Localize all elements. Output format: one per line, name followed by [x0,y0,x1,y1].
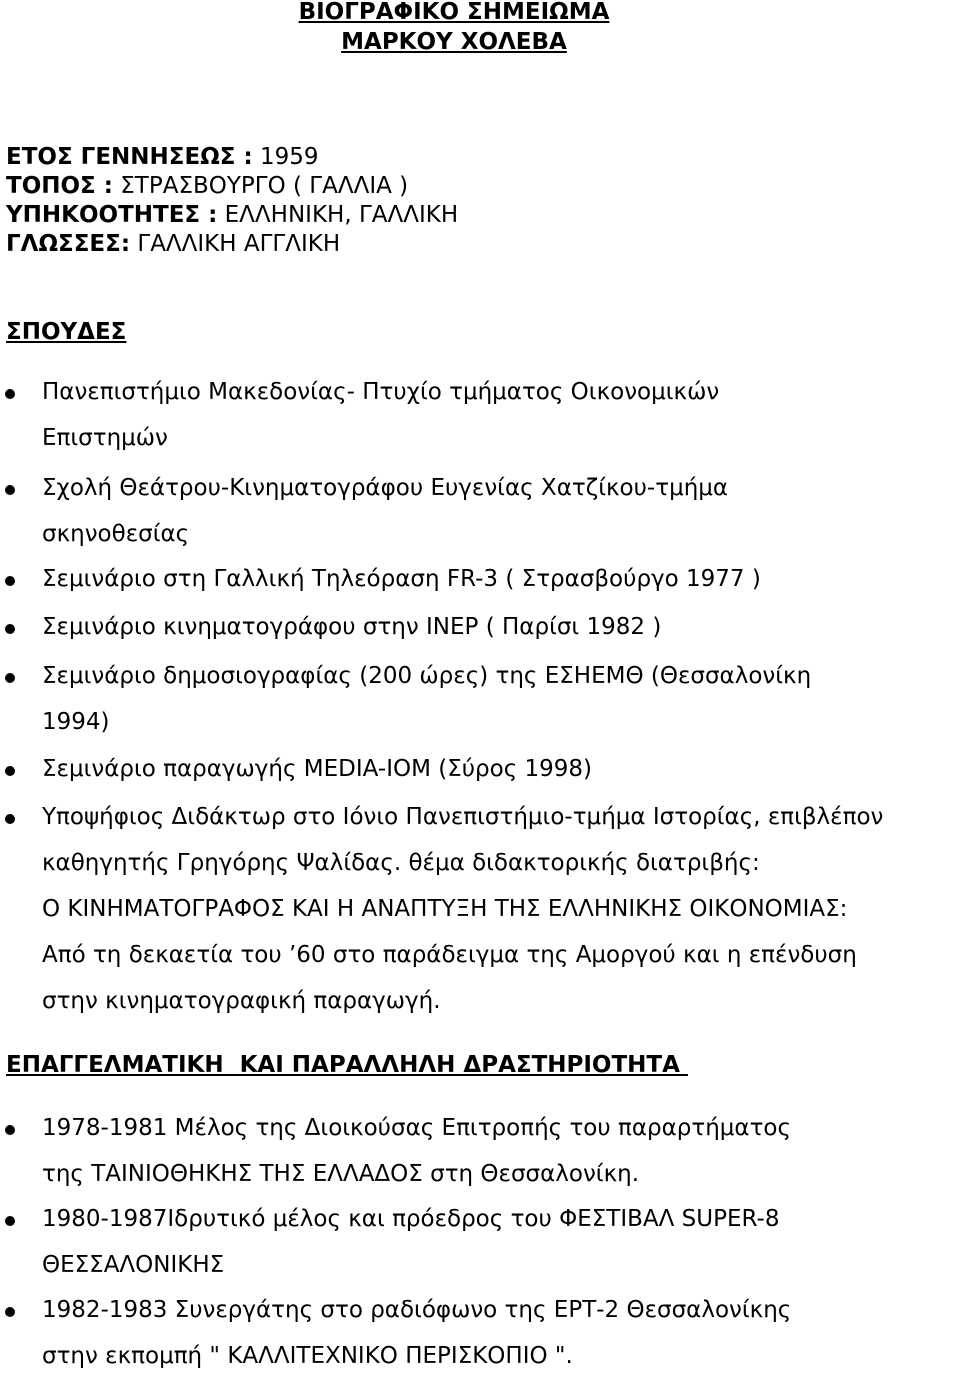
text-line: Σχολή Θεάτρου-Κινηματογράφου Ευγενίας Χατζίκου-τμήμα [42,475,729,501]
text-line: Σεμινάριο δημοσιογραφίας (200 ώρες) της ΕΣΗΕΜΘ (Θεσσαλονίκη [42,663,812,689]
info-value: ΕΛΛΗΝΙΚΗ, ΓΑΛΛΙΚΗ [217,202,459,228]
bullet-icon [5,814,15,824]
text-line: σκηνοθεσίας [42,521,190,547]
text-line: ΘΕΣΣΑΛΟΝΙΚΗΣ [42,1252,225,1278]
text-line: στην κινηματογραφική παραγωγή. [42,988,441,1014]
list-item-text [42,802,960,1032]
bullet-icon [5,1125,15,1135]
text-line: Σεμινάριο στη Γαλλική Τηλεόραση FR-3 ( Στρασβούργο 1977 ) [42,566,761,592]
bullet-icon [5,673,15,683]
list-item-text [42,1295,960,1387]
list-item-text [42,473,960,565]
bullet-icon [5,576,15,586]
bullet-icon [5,1307,15,1317]
text-line: Ο ΚΙΝΗΜΑΤΟΓΡΑΦΟΣ ΚΑΙ Η ΑΝΑΠΤΥΞΗ ΤΗΣ ΕΛΛΗΝΙΚΗΣ ΟΙΚΟΝΟΜΙΑΣ: [42,896,848,922]
info-label: ΥΠΗΚΟΟΤΗΤΕΣ : [6,202,218,228]
studies-heading: ΣΠΟΥΔΕΣ [6,319,127,345]
text-line: 1994) [42,709,110,735]
text-line: Από τη δεκαετία του ’60 στο παράδειγμα της Αμοργού και η επένδυση [42,942,857,968]
info-value: ΓΑΛΛΙΚΗ ΑΓΓΛΙΚΗ [130,231,341,257]
text-line: Επιστημών [42,425,168,451]
info-value: 1959 [252,144,319,170]
info-nationality [6,201,458,230]
text-line: 1982-1983 Συνεργάτης στο ραδιόφωνο της ΕΡΤ-2 Θεσσαλονίκης [42,1297,792,1323]
document-subtitle-name: ΜΑΡΚΟΥ ΧΟΛΕΒΑ [341,29,567,55]
text-line: 1978-1981 Μέλος της Διοικούσας Επιτροπής του παραρτήματος [42,1115,791,1141]
list-item-text [42,754,960,800]
text-line: Σεμινάριο παραγωγής MEDIA-IOM (Σύρος 1998) [42,756,593,782]
text-line: στην εκπομπή " ΚΑΛΛΙΤΕΧΝΙΚΟ ΠΕΡΙΣΚΟΠΙΟ ". [42,1343,573,1369]
info-languages [6,230,340,259]
info-label: ΓΛΩΣΣΕΣ: [6,231,131,257]
info-place [6,172,408,201]
bullet-icon [5,624,15,634]
list-item-text [42,661,960,753]
professional-heading: ΕΠΑΓΓΕΛΜΑΤΙΚΗ ΚΑΙ ΠΑΡΑΛΛΗΛΗ ΔΡΑΣΤΗΡΙΟΤΗΤΑ [6,1052,688,1078]
info-label: ΕΤΟΣ ΓΕΝΝΗΣΕΩΣ : [6,144,253,170]
document-title: ΒΙΟΓΡΑΦΙΚΟ ΣΗΜΕΙΩΜΑ [298,0,610,25]
text-line: καθηγητής Γρηγόρης Ψαλίδας. θέμα διδακτορικής διατριβής: [42,850,760,876]
text-line: της ΤΑΙΝΙΟΘΗΚΗΣ ΤΗΣ ΕΛΛΑΔΟΣ στη Θεσσαλονίκη. [42,1161,640,1187]
info-birth-year [6,143,319,172]
info-value: ΣΤΡΑΣΒΟΥΡΓΟ ( ΓΑΛΛΙΑ ) [112,173,409,199]
info-label: ΤΟΠΟΣ : [6,173,113,199]
text-line: 1980-1987Ιδρυτικό μέλος και πρόεδρος του ΦΕΣΤΙΒΑΛ SUPER-8 [42,1206,780,1232]
bullet-icon [5,389,15,399]
text-line: Υποψήφιος Διδάκτωρ στο Ιόνιο Πανεπιστήμιο-τμήμα Ιστορίας, επιβλέπον [42,804,884,830]
bullet-icon [5,766,15,776]
list-item-text [42,377,960,469]
list-item-text [42,612,960,658]
bullet-icon [5,485,15,495]
list-item-text [42,1204,960,1296]
text-line: Σεμινάριο κινηματογράφου στην INEP ( Παρίσι 1982 ) [42,614,662,640]
list-item-text [42,1113,960,1205]
list-item-text [42,564,960,610]
bullet-icon [5,1216,15,1226]
text-line: Πανεπιστήμιο Μακεδονίας- Πτυχίο τμήματος Οικονομικών [42,379,720,405]
